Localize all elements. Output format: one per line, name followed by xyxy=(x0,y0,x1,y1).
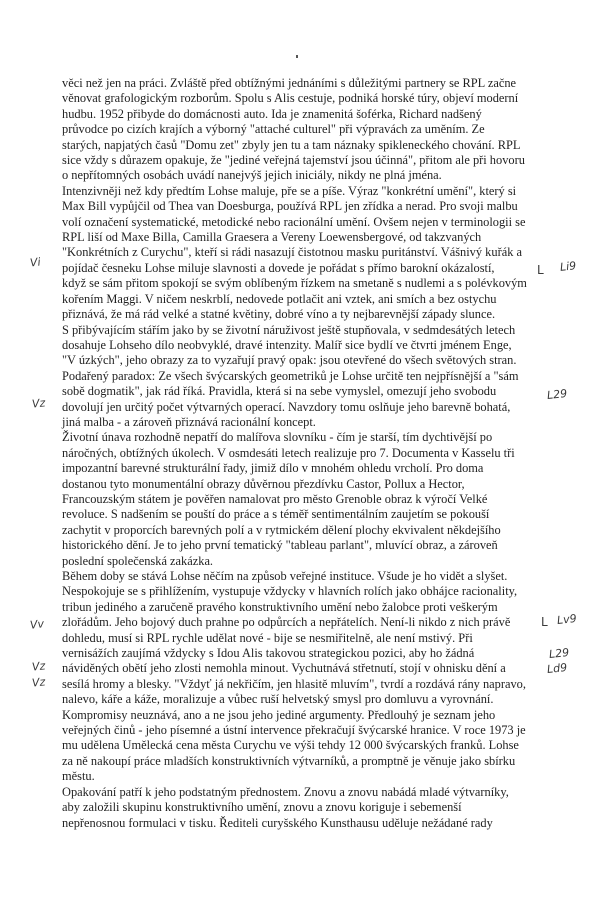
margin-note-left: Vz xyxy=(31,659,46,674)
margin-note-left: Vv xyxy=(29,617,45,632)
margin-note-right: Ld9 xyxy=(546,660,568,677)
paragraph-5: Opakování patří k jeho podstatným přednostem. Znovu a znovu nabádá mladé výtvarníky, aby založili skupinu konstruktivního umění, znovu a znovu koriguje i sebemenší nepřenosnou formulaci v tisku. Řediteli curyšského Kunsthausu uděluje nežádané rady xyxy=(62,784,509,830)
margin-note-left: Vz xyxy=(31,396,46,411)
paragraph-1: věci než jen na práci. Zvláště před obtížnými jednáními s důležitými partnery se RPL začne věnovat grafologickým rozborům. Spolu s Alis cestuje, podniká horské túry, objeví moderní hudbu. 1952 přibyde do domácnosti auto. Ida je znamenitá šoférka, Richard nadšený průvodce po cizích krajích a výborný "attaché culturel" při výpravách za uměním. Ze starých, napjatých časů "Domu zet" zbyly jen tu a tam náznaky spikleneckého chování. RPL sice vždy s důrazem opakuje, že "jediné veřejná tajemství jsou účinná", přitom ale při hovoru o nepřítomných osobách uvádí nanejvýš jejich iniciály, nikdy ne plná jména. xyxy=(62,76,525,183)
margin-note-right: Li9 xyxy=(559,259,577,274)
paragraph-2: Intenzivněji než kdy předtím Lohse maluje, pře se a píše. Výraz "konkrétní umění", který si Max Bill vypůjčil od Thea van Doesburga, používá RPL jen zřídka a nerad. Pro svoji malbu volí označení systematické, metodické nebo racionální umění. Ovšem nejen v terminologii se RPL liší od Maxe Billa, Camilla Graesera a Vereny Loewensbergové, od takzvaných "Konkrétních z Curychu", kteří si rádi nasazují čistotnou masku puritánství. Vášnivý kuřák a pojídač česneku Lohse miluje slavnosti a dovede je pořádat s přímo barokní okázalostí, když se sám přitom spokojí se svým oblíbeným řízkem na smetaně s nudlemi a s polévkovým kořením Maggi. V ničem neskrblí, nedovede potlačit ani vztek, ani smích a bez ostychu přiznává, že má rád velké a statné květiny, dobré víno a ty nejbarevnější západy slunce. S přibývajícím stářím jako by se životní náruživost ještě stupňovala, v sedmdesátých letech dosahuje Lohseho dílo neobvyklé, dravé intenzity. Malíř sice bydlí ve čtvrti jménem Enge, "V úzkých", jeho obrazy za to vyzařují pravý opak: jsou otevřené do všech světových stran. Podařený paradox: Ze všech švýcarských geometriků je Lohse určitě ten nejpřísnější a "sám sobě dogmatik", jak rád říká. Pravidla, která si na sebe vymyslel, omezují jeho svobodu dovolují jen určitý počet výtvarných operací. Navzdory tomu oslňuje jeho barevně bohatá, jiná malba - a zároveň přiznává racionální koncept. xyxy=(62,183,527,429)
paragraph-4: Během doby se stává Lohse něčím na způsob veřejné instituce. Všude je ho vidět a slyšet. Nespokojuje se s přihlížením, vystupuje vždycky v hlavních rolích jako obhájce racionality, tribun jediného a zaručeně pravého konstruktivního umění nebo žalobce proti veškerým zlořádům. Jeho bojový duch prahne po odpůrcích a nepřátelích. Není-li nikdo z nich právě dohledu, musí si RPL rychle udělat nové - bije se nesmiřitelně, ale není mstivý. Při vernisážích zaujímá vždycky s Idou Alis takovou strategickou pozici, aby ho žádná náviděných obětí jeho zlosti nemohla minout. Vychutnává střetnutí, stojí v ohnisku dění a sesílá hromy a blesky. "Vždyť já nekřičím, jen hlasitě mluvím", tvrdí a rozdává rány napravo, nalevo, káře a káže, moralizuje a vůbec ruší helvetský smysl pro domluvu a vyrovnání. Kompromisy neuznává, ano a ne jsou jeho jediné argumenty. Předlouhý je seznam jeho veřejných činů - jeho písemné a ústní intervence překračují švýcarské hranice. V roce 1973 je mu udělena Umělecká cena města Curychu ve výši tehdy 12 000 švýcarských franků. Lohse za ně nakoupí práce mladších konstruktivních výtvarníků, a promptně je věnuje jako sbírku městu. xyxy=(62,569,526,784)
margin-note-right: L29 xyxy=(548,645,570,662)
margin-note-left: Vi xyxy=(29,255,42,270)
margin-note-right: L29 xyxy=(546,386,568,403)
top-mark xyxy=(296,55,298,58)
paragraph-3: Životní únava rozhodně nepatří do malířova slovníku - čím je starší, tím dychtivější po náročných, obtížných úkolech. V osmdesáti letech realizuje pro 7. Documenta v Kasselu tři impozantní barevné strukturální řady, jimiž dílo v mnohém ohledu vrcholí. Pro doma dostanou tyto monumentální obrazy důvěrnou přezdívku Castor, Pollux a Hector, Francouzským státem je pověřen namalovat pro město Grenoble obraz k výročí Velké revoluce. S nadšením se pouští do práce a s téměř sentimentálním zaujetím se pokouší zachytit v proporcích barevných polí a v rytmickém dělení plochy ekvivalent někdejšího historického dění. Je to jeho první tematický "tableau parlant", mluvící obraz, a zároveň poslední společenská zakázka. xyxy=(62,430,515,568)
margin-mark: L xyxy=(537,263,544,277)
margin-mark: L xyxy=(541,615,548,629)
margin-note-left: Vz xyxy=(31,675,46,690)
margin-note-right: Lv9 xyxy=(556,612,578,627)
body-text xyxy=(62,76,548,831)
